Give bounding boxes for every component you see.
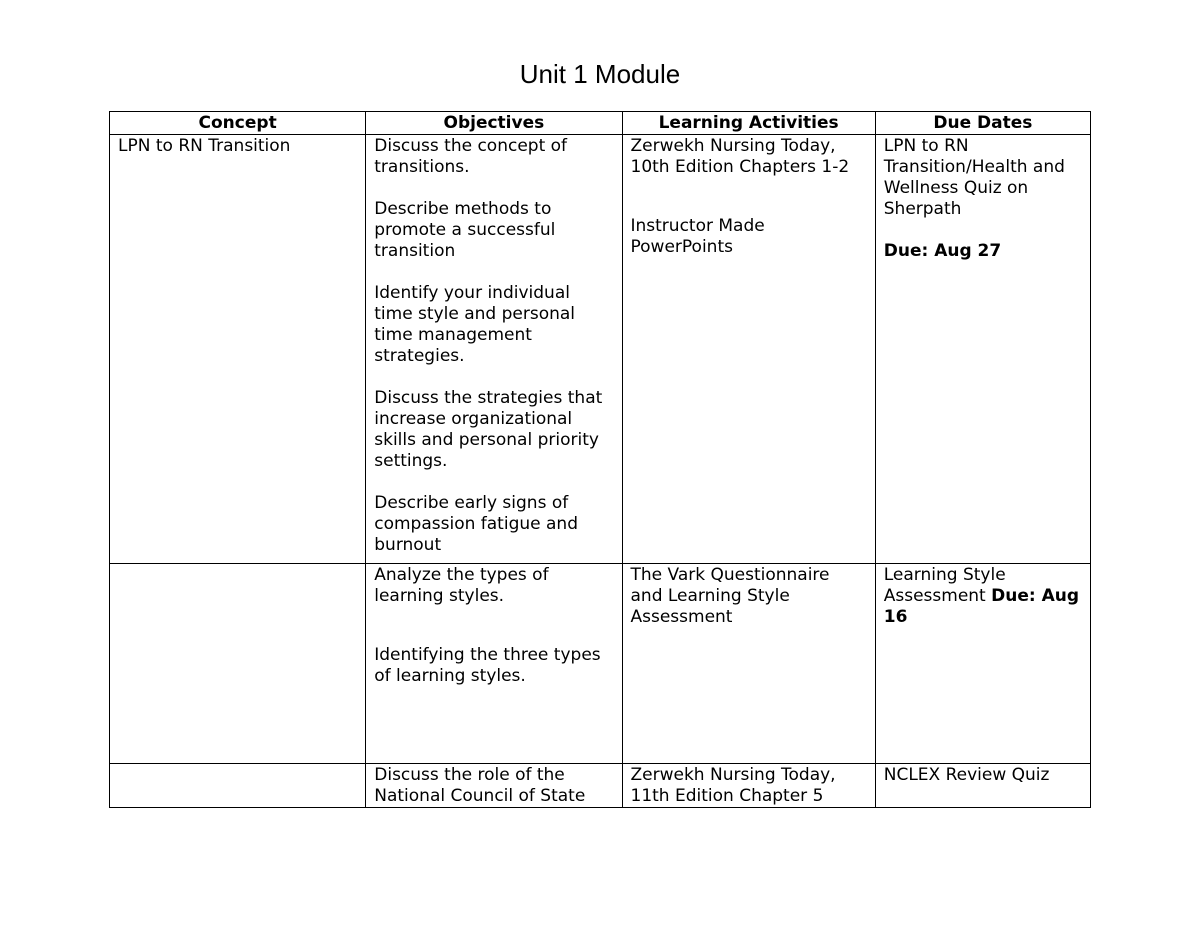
concept-text: LPN to RN Transition: [118, 136, 291, 156]
concept-cell: [110, 764, 366, 808]
objective-item: Identify your individual time style and personal time management strategies.: [374, 283, 576, 366]
objectives-cell: [366, 564, 622, 764]
activity-item: Zerwekh Nursing Today, 11th Edition Chapter 5: [630, 765, 836, 806]
header-learning-activities: Learning Activities: [622, 112, 875, 135]
activity-item: The Vark Questionnaire and Learning Style Assessment: [630, 565, 830, 627]
objective-item: Discuss the role of the National Council of State: [374, 765, 586, 806]
objective-item: Describe early signs of compassion fatigue and burnout: [374, 493, 578, 555]
header-concept: Concept: [110, 112, 366, 135]
due-text-inline: [884, 565, 1082, 628]
objective-item: Discuss the concept of transitions.: [374, 136, 568, 177]
objective-item: Describe methods to promote a successful transition: [374, 199, 556, 261]
activities-cell: [622, 564, 875, 764]
activity-item: Instructor Made PowerPoints: [630, 216, 765, 257]
table-header-row: [110, 112, 1091, 135]
due-text: Learning Style Assessment: [883, 565, 1006, 606]
header-due-dates: Due Dates: [875, 112, 1090, 135]
due-date: Due: Aug 27: [883, 241, 1002, 261]
activities-cell: [622, 764, 875, 808]
due-date: Due: Aug 16: [883, 586, 1080, 627]
objectives-cell: [366, 764, 622, 808]
objectives-cell: [366, 135, 622, 564]
activities-cell: [622, 135, 875, 564]
header-objectives: Objectives: [366, 112, 622, 135]
table-row: [110, 564, 1091, 764]
due-cell: [875, 135, 1090, 564]
due-cell: [875, 764, 1090, 808]
due-text: NCLEX Review Quiz: [883, 765, 1050, 785]
module-table: [109, 111, 1091, 808]
objective-item: Identifying the three types of learning styles.: [374, 645, 601, 686]
objective-item: Analyze the types of learning styles.: [374, 565, 549, 606]
table-row: [110, 135, 1091, 564]
activity-item: Zerwekh Nursing Today, 10th Edition Chapters 1-2: [630, 136, 850, 177]
concept-cell: [110, 135, 366, 564]
objective-item: Discuss the strategies that increase organizational skills and personal priority settings.: [374, 388, 603, 471]
due-text: LPN to RN Transition/Health and Wellness Quiz on Sherpath: [883, 136, 1065, 219]
table-row: [110, 764, 1091, 808]
due-cell: [875, 564, 1090, 764]
page-title: Unit 1 Module: [519, 59, 681, 89]
concept-cell: [110, 564, 366, 764]
